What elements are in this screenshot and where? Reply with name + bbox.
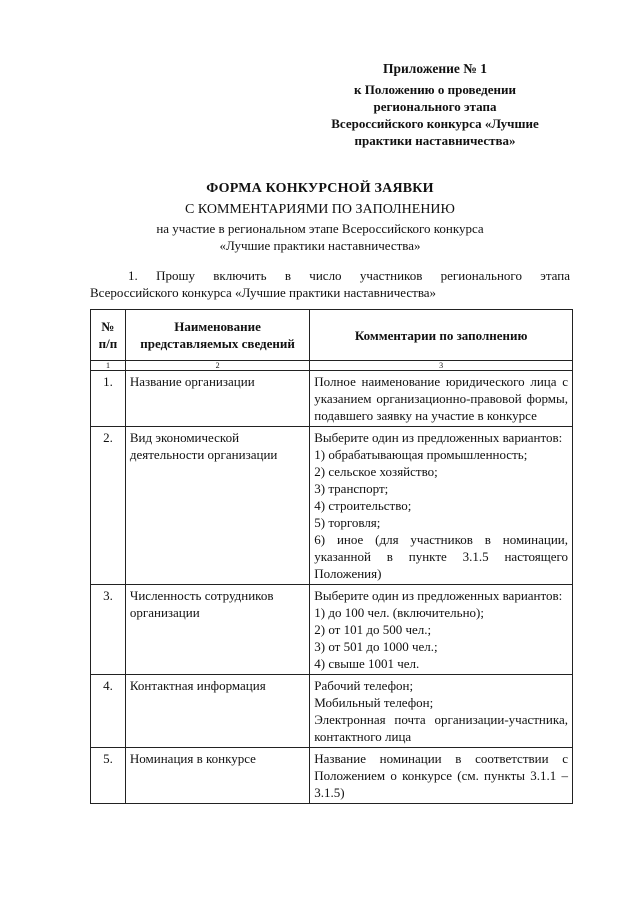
application-form-table xyxy=(90,309,573,804)
appendix-line: Всероссийского конкурса «Лучшие xyxy=(331,116,539,131)
row-name: Номинация в конкурсе xyxy=(125,748,309,804)
comment-line: Мобильный телефон; xyxy=(314,695,434,710)
column-numbers-row xyxy=(91,361,573,371)
comment-line: 2) от 101 до 500 чел.; xyxy=(314,622,432,637)
row-number: 4. xyxy=(91,675,126,748)
comment-line: 1) обрабатывающая промышленность; xyxy=(314,447,528,462)
comment-line: Полное наименование юридического лица с указанием организационно-правовой формы, подавшего заявку на участие в конкурсе xyxy=(314,374,568,423)
column-number: 2 xyxy=(125,361,309,371)
row-number: 3. xyxy=(91,585,126,675)
appendix-number: Приложение № 1 xyxy=(383,61,487,76)
table-row xyxy=(91,748,573,804)
column-number: 1 xyxy=(91,361,126,371)
row-name: Вид экономической деятельности организации xyxy=(125,427,309,585)
comment-line: 6) иное (для участников в номинации, указанной в пункте 3.1.5 настоящего Положения) xyxy=(314,532,568,581)
row-number: 1. xyxy=(91,371,126,427)
comment-line: 2) сельское хозяйство; xyxy=(314,464,438,479)
header-comment: Комментарии по заполнению xyxy=(310,310,573,361)
comment-line: 4) строительство; xyxy=(314,498,412,513)
appendix-line: регионального этапа xyxy=(373,99,497,114)
comment-line: Рабочий телефон; xyxy=(314,678,414,693)
form-title: ФОРМА КОНКУРСНОЙ ЗАЯВКИ xyxy=(206,181,434,196)
form-subtitle: С КОММЕНТАРИЯМИ ПО ЗАПОЛНЕНИЮ xyxy=(185,202,455,217)
comment-line: Название номинации в соответствии с Положением о конкурсе (см. пункты 3.1.1 – 3.1.5) xyxy=(314,751,568,800)
comment-line: 1) до 100 чел. (включительно); xyxy=(314,605,484,620)
header-number: № п/п xyxy=(91,310,126,361)
row-number: 5. xyxy=(91,748,126,804)
paragraph-line: 1. Прошу включить в число участников регионального этапа xyxy=(128,268,570,283)
comment-line: Электронная почта организации-участника, контактного лица xyxy=(314,712,568,744)
form-subtitle-line: на участие в региональном этапе Всероссийского конкурса xyxy=(156,221,484,236)
table-header-row xyxy=(91,310,573,361)
comment-line: 4) свыше 1001 чел. xyxy=(314,656,420,671)
row-number: 2. xyxy=(91,427,126,585)
table-row xyxy=(91,675,573,748)
row-name: Контактная информация xyxy=(125,675,309,748)
row-comment xyxy=(310,675,573,748)
row-comment xyxy=(310,427,573,585)
row-name: Название организации xyxy=(125,371,309,427)
comment-line: 3) транспорт; xyxy=(314,481,389,496)
row-name: Численность сотрудников организации xyxy=(125,585,309,675)
comment-line: Выберите один из предложенных вариантов: xyxy=(314,588,563,603)
form-subtitle-line: «Лучшие практики наставничества» xyxy=(219,238,421,253)
column-number: 3 xyxy=(310,361,573,371)
header-name: Наименование представляемых сведений xyxy=(125,310,309,361)
row-comment xyxy=(310,748,573,804)
request-paragraph xyxy=(90,267,570,301)
row-comment xyxy=(310,585,573,675)
comment-line: Выберите один из предложенных вариантов: xyxy=(314,430,563,445)
row-comment xyxy=(310,371,573,427)
comment-line: 5) торговля; xyxy=(314,515,381,530)
form-subtitle-details xyxy=(0,220,640,254)
table-row xyxy=(91,427,573,585)
table-row xyxy=(91,371,573,427)
appendix-line: к Положению о проведении xyxy=(354,82,516,97)
appendix-header xyxy=(300,60,570,149)
comment-line: 3) от 501 до 1000 чел.; xyxy=(314,639,438,654)
table-row xyxy=(91,585,573,675)
paragraph-line: Всероссийского конкурса «Лучшие практики наставничества» xyxy=(90,285,437,300)
appendix-line: практики наставничества» xyxy=(354,133,516,148)
